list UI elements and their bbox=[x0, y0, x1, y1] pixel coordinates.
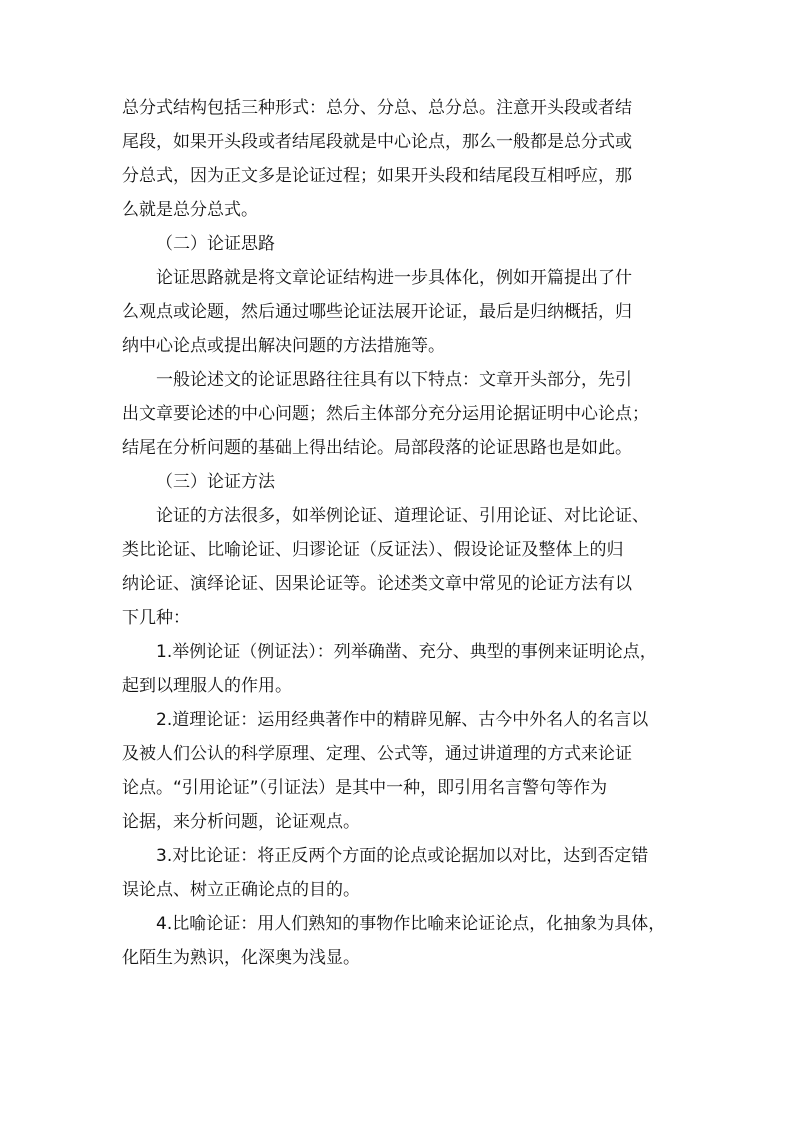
paragraph-line: 误论点、树立正确论点的目的。 bbox=[122, 880, 360, 900]
section-heading-argument-methods: （三）论证方法 bbox=[156, 472, 275, 492]
paragraph-line: 论证的方法很多，如举例论证、道理论证、引用论证、对比论证、 bbox=[156, 506, 649, 526]
paragraph-line: 一般论述文的论证思路往往具有以下特点：文章开头部分，先引 bbox=[156, 370, 632, 390]
paragraph-line: 么就是总分总式。 bbox=[122, 200, 258, 220]
paragraph-line: 么观点或论题，然后通过哪些论证法展开论证，最后是归纳概括，归 bbox=[122, 302, 632, 322]
paragraph-line: 纳中心论点或提出解决问题的方法措施等。 bbox=[122, 336, 445, 356]
paragraph-line: 结尾在分析问题的基础上得出结论。局部段落的论证思路也是如此。 bbox=[122, 438, 632, 458]
paragraph-line: 起到以理服人的作用。 bbox=[122, 676, 292, 696]
paragraph-line: 出文章要论述的中心问题；然后主体部分充分运用论据证明中心论点； bbox=[122, 404, 649, 424]
paragraph-line: 论证思路就是将文章论证结构进一步具体化，例如开篇提出了什 bbox=[156, 268, 632, 288]
paragraph-line: 论点。“引用论证”（引证法）是其中一种，即引用名言警句等作为 bbox=[122, 778, 608, 798]
list-item-1: 1.举例论证（例证法）：列举确凿、充分、典型的事例来证明论点， bbox=[156, 642, 657, 662]
paragraph-line: 纳论证、演绎论证、因果论证等。论述类文章中常见的论证方法有以 bbox=[122, 574, 632, 594]
list-item-3: 3.对比论证：将正反两个方面的论点或论据加以对比，达到否定错 bbox=[156, 846, 649, 866]
section-heading-argument-approach: （二）论证思路 bbox=[156, 234, 275, 254]
paragraph-line: 尾段，如果开头段或者结尾段就是中心论点，那么一般都是总分式或 bbox=[122, 132, 632, 152]
list-item-2: 2.道理论证：运用经典著作中的精辟见解、古今中外名人的名言以 bbox=[156, 710, 649, 730]
paragraph-line: 分总式，因为正文多是论证过程；如果开头段和结尾段互相呼应，那 bbox=[122, 166, 632, 186]
paragraph-line: 总分式结构包括三种形式：总分、分总、总分总。注意开头段或者结 bbox=[122, 98, 632, 118]
paragraph-line: 论据，来分析问题，论证观点。 bbox=[122, 812, 360, 832]
list-item-4: 4.比喻论证：用人们熟知的事物作比喻来论证论点，化抽象为具体， bbox=[156, 914, 666, 934]
paragraph-line: 及被人们公认的科学原理、定理、公式等，通过讲道理的方式来论证 bbox=[122, 744, 632, 764]
paragraph-line: 化陌生为熟识，化深奥为浅显。 bbox=[122, 948, 360, 968]
paragraph-line: 类比论证、比喻论证、归谬论证（反证法）、假设论证及整体上的归 bbox=[122, 540, 624, 560]
document-body bbox=[122, 91, 674, 975]
paragraph-line: 下几种： bbox=[122, 608, 190, 628]
